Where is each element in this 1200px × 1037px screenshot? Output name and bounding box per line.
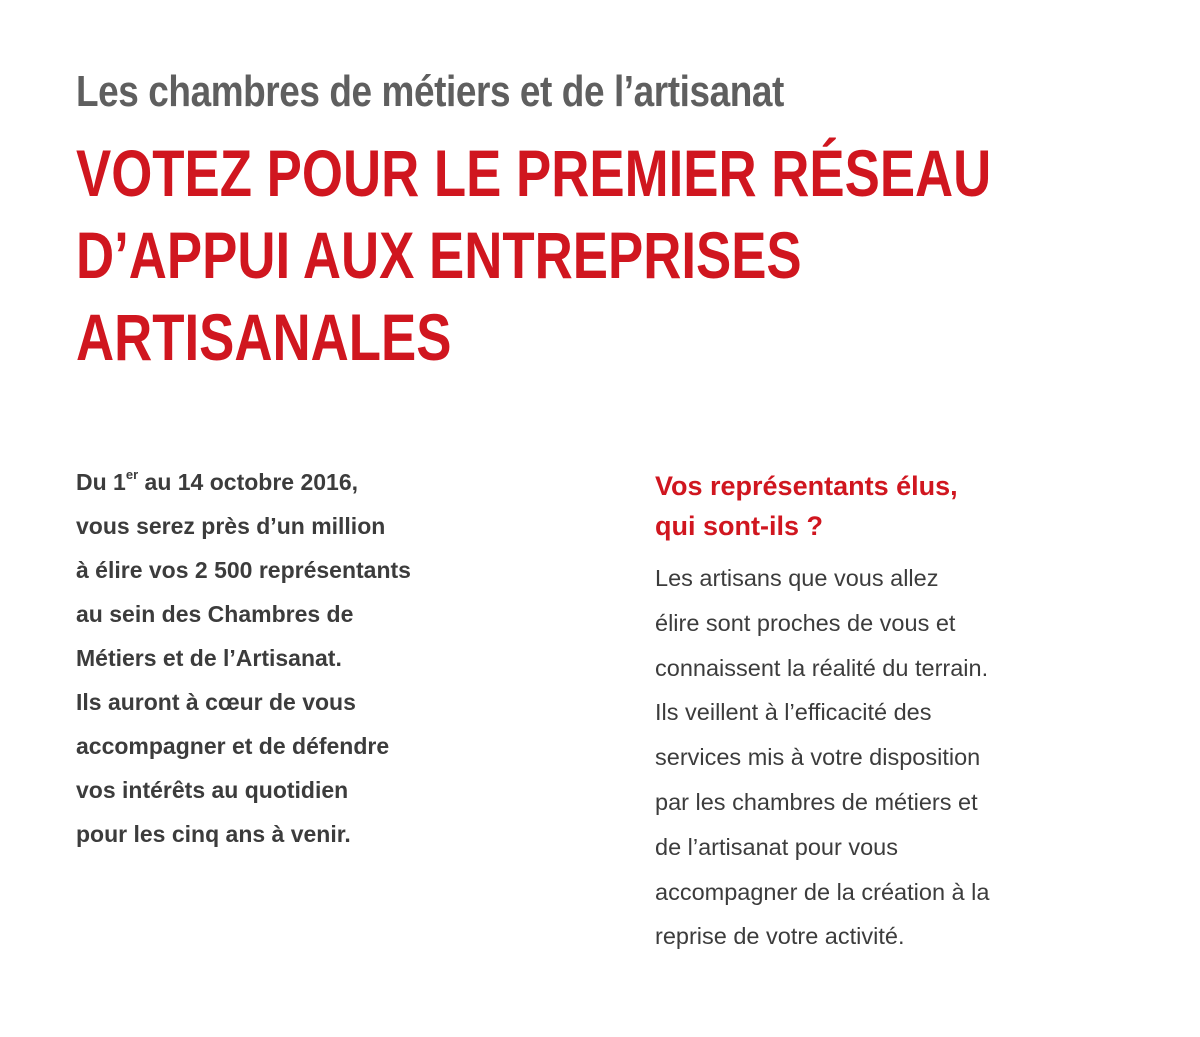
left-column-intro bbox=[76, 460, 546, 856]
subhead-line: qui sont-ils ? bbox=[655, 511, 823, 541]
section-subhead bbox=[655, 466, 1125, 546]
body-line: Ils veillent à l’efficacité des bbox=[655, 699, 932, 726]
body-line: Les artisans que vous allez bbox=[655, 565, 939, 591]
intro-line: accompagner et de défendre bbox=[76, 733, 390, 759]
intro-line: au sein des Chambres de bbox=[76, 601, 354, 627]
intro-line: Métiers et de l’Artisanat. bbox=[76, 645, 342, 671]
headline-line: ARTISANALES bbox=[76, 300, 452, 374]
intro-line: à élire vos 2 500 représentants bbox=[76, 557, 411, 583]
date-suffix: au 14 octobre 2016, bbox=[138, 469, 359, 495]
body-line: élire sont proches de vous et bbox=[655, 609, 956, 636]
body-line: connaissent la réalité du terrain. bbox=[655, 654, 989, 681]
body-line: de l’artisanat pour vous bbox=[655, 833, 898, 860]
date-prefix: Du 1 bbox=[76, 469, 126, 495]
intro-line: vous serez près d’un million bbox=[76, 513, 386, 539]
headline-line: VOTEZ POUR LE PREMIER RÉSEAU bbox=[76, 136, 992, 210]
section-body bbox=[655, 556, 1125, 959]
right-column bbox=[655, 466, 1125, 959]
subhead-line: Vos représentants élus, bbox=[655, 471, 958, 501]
kicker-title: Les chambres de métiers et de l’artisanat bbox=[76, 67, 784, 116]
intro-date-line bbox=[76, 460, 546, 504]
intro-line: Ils auront à cœur de vous bbox=[76, 689, 356, 715]
intro-line: pour les cinq ans à venir. bbox=[76, 821, 351, 847]
body-line: reprise de votre activité. bbox=[655, 923, 905, 950]
body-line: accompagner de la création à la bbox=[655, 878, 990, 905]
ordinal-superscript: er bbox=[125, 467, 139, 482]
intro-line: vos intérêts au quotidien bbox=[76, 777, 349, 803]
headline-line: D’APPUI AUX ENTREPRISES bbox=[76, 218, 802, 292]
body-line: services mis à votre disposition bbox=[655, 744, 981, 771]
body-line: par les chambres de métiers et bbox=[655, 788, 978, 815]
headline bbox=[76, 132, 1036, 378]
